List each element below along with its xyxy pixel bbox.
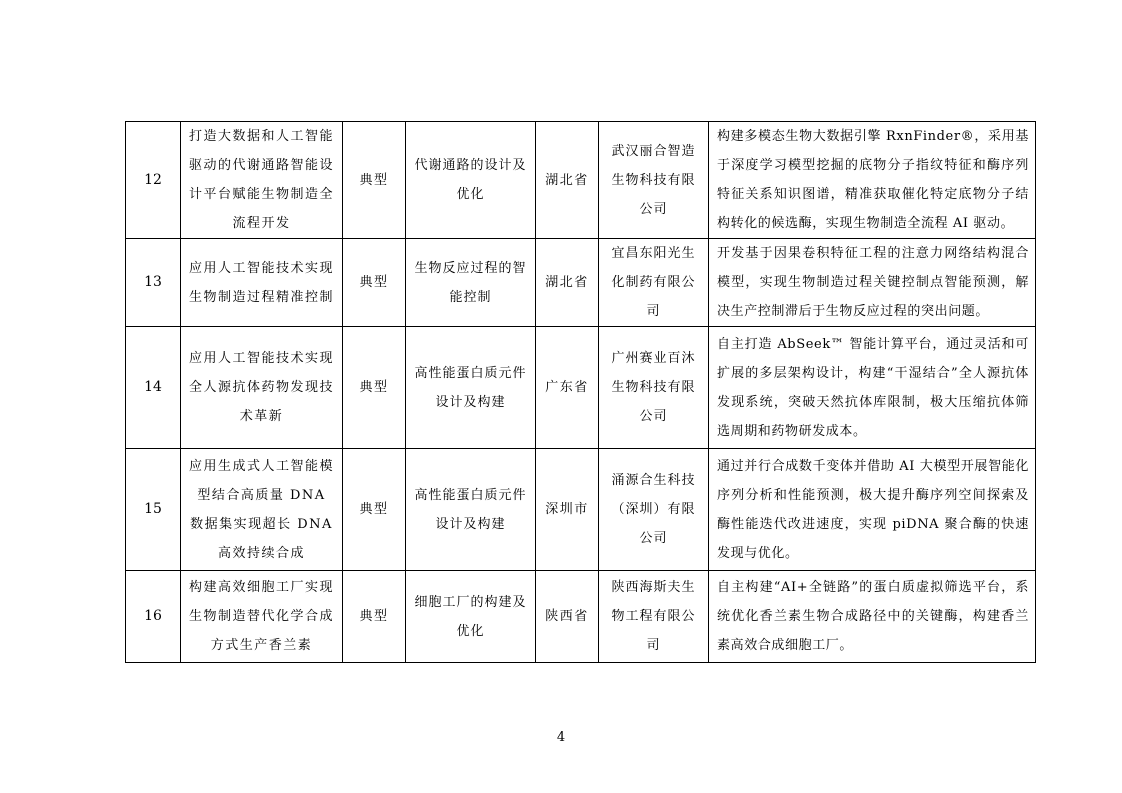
description-cell: 自主打造 AbSeek™ 智能计算平台，通过灵活和可扩展的多层架构设计，构建“干湿结合”全人源抗体发现系统，突破天然抗体库限制，极大压缩抗体筛选周期和药物研发成本。 [709, 327, 1036, 449]
type-cell: 典型 [343, 239, 406, 327]
company-cell: 武汉丽合智造生物科技有限公司 [599, 122, 709, 239]
region-cell: 湖北省 [536, 122, 599, 239]
company-cell: 涌源合生科技（深圳）有限公司 [599, 449, 709, 571]
description-cell: 构建多模态生物大数据引擎 RxnFinder®，采用基于深度学习模型挖掘的底物分子指纹特征和酶序列特征关系知识图谱，精准获取催化特定底物分子结构转化的候选酶，实现生物制造全流程 AI 驱动。 [709, 122, 1036, 239]
description-cell: 开发基于因果卷积特征工程的注意力网络结构混合模型，实现生物制造过程关键控制点智能预测，解决生产控制滞后于生物反应过程的突出问题。 [709, 239, 1036, 327]
type-cell: 典型 [343, 571, 406, 663]
table-row [126, 122, 1036, 239]
project-title-cell: 应用生成式人工智能模型结合高质量 DNA 数据集实现超长 DNA 高效持续合成 [181, 449, 343, 571]
company-cell: 陕西海斯夫生物工程有限公司 [599, 571, 709, 663]
row-number-cell: 13 [126, 239, 181, 327]
region-cell: 湖北省 [536, 239, 599, 327]
project-title-cell: 构建高效细胞工厂实现生物制造替代化学合成方式生产香兰素 [181, 571, 343, 663]
field-cell: 高性能蛋白质元件设计及构建 [406, 449, 536, 571]
row-number-cell: 15 [126, 449, 181, 571]
row-number-cell: 14 [126, 327, 181, 449]
row-number-cell: 12 [126, 122, 181, 239]
project-title-cell: 打造大数据和人工智能驱动的代谢通路智能设计平台赋能生物制造全流程开发 [181, 122, 343, 239]
type-cell: 典型 [343, 122, 406, 239]
type-cell: 典型 [343, 327, 406, 449]
company-cell: 宜昌东阳光生化制药有限公司 [599, 239, 709, 327]
type-cell: 典型 [343, 449, 406, 571]
field-cell: 代谢通路的设计及优化 [406, 122, 536, 239]
region-cell: 深圳市 [536, 449, 599, 571]
description-cell: 通过并行合成数千变体并借助 AI 大模型开展智能化序列分析和性能预测，极大提升酶序列空间探索及酶性能迭代改进速度，实现 piDNA 聚合酶的快速发现与优化。 [709, 449, 1036, 571]
company-cell: 广州赛业百沐生物科技有限公司 [599, 327, 709, 449]
field-cell: 高性能蛋白质元件设计及构建 [406, 327, 536, 449]
description-cell: 自主构建“AI+全链路”的蛋白质虚拟筛选平台，系统优化香兰素生物合成路径中的关键酶，构建香兰素高效合成细胞工厂。 [709, 571, 1036, 663]
field-cell: 生物反应过程的智能控制 [406, 239, 536, 327]
field-cell: 细胞工厂的构建及优化 [406, 571, 536, 663]
table-row [126, 571, 1036, 663]
table-row [126, 449, 1036, 571]
project-title-cell: 应用人工智能技术实现全人源抗体药物发现技术革新 [181, 327, 343, 449]
table-row [126, 327, 1036, 449]
region-cell: 陕西省 [536, 571, 599, 663]
row-number-cell: 16 [126, 571, 181, 663]
project-title-cell: 应用人工智能技术实现生物制造过程精准控制 [181, 239, 343, 327]
page-number: 4 [556, 730, 566, 745]
project-table [125, 121, 1036, 663]
region-cell: 广东省 [536, 327, 599, 449]
table-row [126, 239, 1036, 327]
